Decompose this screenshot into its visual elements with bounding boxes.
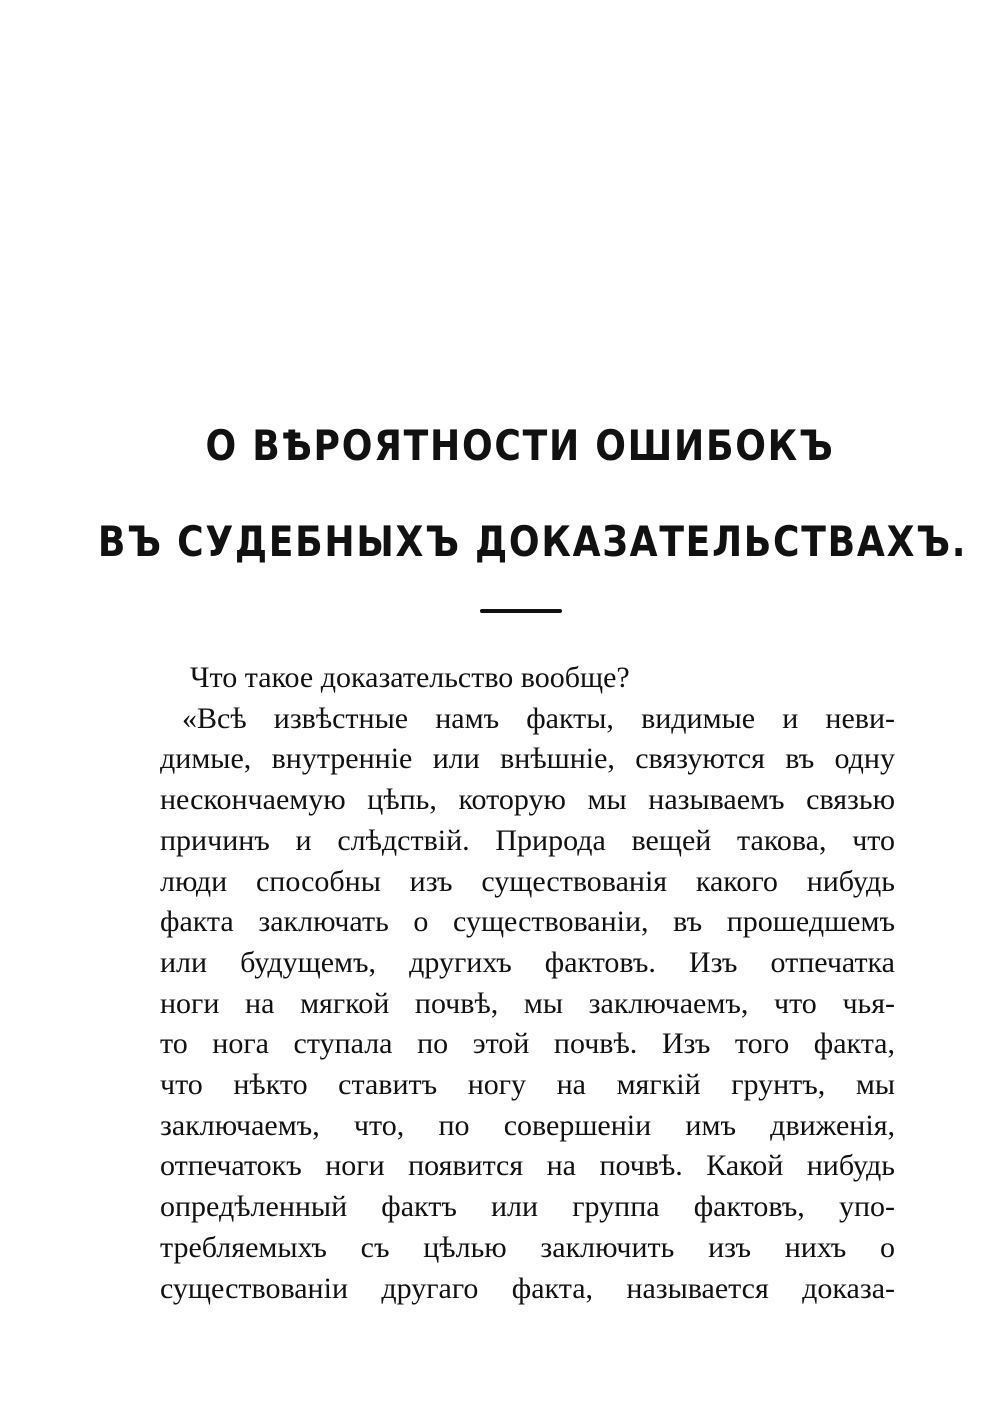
text-line: люди способны изъ существованія какого нибудь (160, 864, 895, 898)
text-line: то нога ступала по этой почвѣ. Изъ того факта, (160, 1027, 895, 1061)
text-line: или будущемъ, другихъ фактовъ. Изъ отпечатка (160, 945, 895, 979)
chapter-title (0, 421, 1000, 566)
text-line: димые, внутренніе или внѣшніе, связуются въ одну (160, 742, 895, 776)
text-line: опредѣленный фактъ или группа фактовъ, упо- (160, 1190, 895, 1224)
title-divider (480, 609, 562, 613)
text-line: нескончаемую цѣпь, которую мы называемъ связью (160, 783, 895, 817)
text-line: что нѣкто ставитъ ногу на мягкій грунтъ, мы (160, 1068, 895, 1102)
body-text (160, 658, 895, 1309)
chapter-title-line-2: ВЪ СУДЕБНЫХЪ ДОКАЗАТЕЛЬСТВАХЪ. (97, 517, 968, 566)
text-line: заключаемъ, что, по совершеніи имъ движенія, (160, 1108, 895, 1142)
chapter-title-line-1: О ВѢРОЯТНОСТИ ОШИБОКЪ (205, 421, 835, 470)
text-line: требляемыхъ съ цѣлью заключить изъ нихъ о (160, 1230, 895, 1264)
text-line: причинъ и слѣдствій. Природа вещей такова, что (160, 823, 895, 857)
text-line: ноги на мягкой почвѣ, мы заключаемъ, что чья- (160, 986, 895, 1020)
text-line: отпечатокъ ноги появится на почвѣ. Какой нибудь (160, 1149, 895, 1183)
text-line: Что такое доказательство вообще? (190, 661, 630, 694)
text-line: существованіи другаго факта, называется доказа- (160, 1271, 895, 1305)
text-line: факта заключать о существованіи, въ прошедшемъ (160, 905, 895, 939)
text-line: «Всѣ извѣстные намъ факты, видимые и неви- (182, 701, 895, 735)
